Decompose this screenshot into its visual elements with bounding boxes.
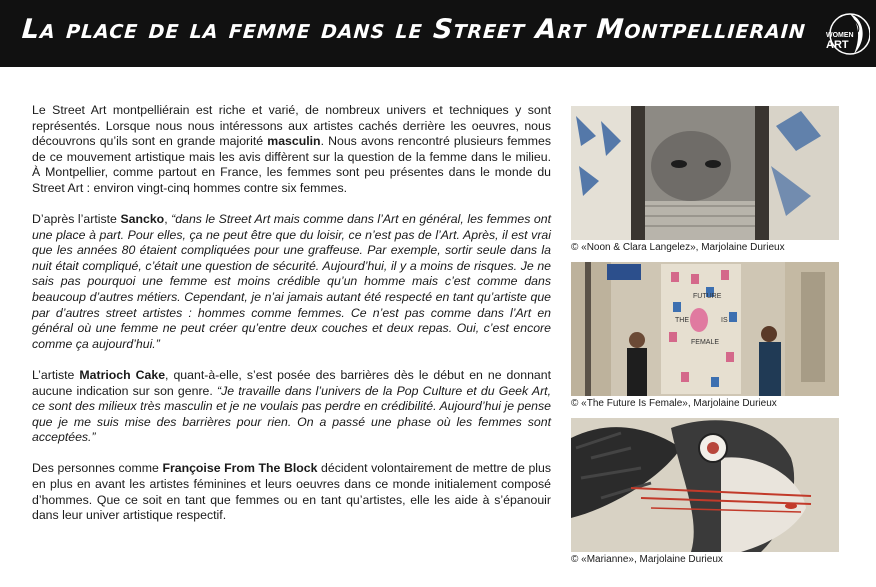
artist-name-sancko: Sancko xyxy=(120,212,165,227)
artist-name-francoise: Françoise From The Block xyxy=(162,461,318,476)
photo-marianne xyxy=(571,418,839,552)
header-banner xyxy=(0,0,876,67)
photo-noon-clara-langelez xyxy=(571,106,839,240)
photo-caption-2: © «The Future Is Female», Marjolaine Durieux xyxy=(571,398,777,409)
paragraph-intro: Le Street Art montpelliérain est riche et varié, de nombreux univers et techniques y sont représentés. Lorsque nous nous intéressons aux artistes cachés derrière les oeuvres, nous découvrons qu’ils sont en grande majorité masculin. Nous avons rencontré plusieurs femmes de ce mouvement artistique mais les avis diffèrent sur la question de la femme dans le milieu. À Montpellier, comme partout en France, les femmes sont peu présentes dans le monde du Street Art : environ vingt-cinq hommes contre six femmes. xyxy=(32,103,551,195)
logo-text: WOMEN ART xyxy=(826,32,854,51)
paragraph-sancko: D’après l’artiste Sancko, “dans le Street Art mais comme dans l’Art en général, les femmes ont une place à part. Pour elles, ça ne peut être que du loisir, ce n’est pas de l’Art. Après, il est vrai que les années 80 étaient compliquées pour une graffeuse. Par exemple, sortir seule dans la nuit était compliqué, c’était une question de sécurité. Aujourd’hui, il y a moins de risques. Je ne sais pas pourquoi une femme est moins crédible qu’un homme mais c’est comme dans beaucoup d’autres métiers. Cependant, je n’ai jamais autant été respecté en tant qu’artiste que par d’autres street artistes : hommes comme femmes. Ce n’est pas comme dans l’Art en général où une femme ne peut créer qu’entre deux couches et deux repas. Oui, c’est encore comme ça aujourd’hui.” xyxy=(32,212,552,351)
photo-caption-3: © «Marianne», Marjolaine Durieux xyxy=(571,554,723,565)
paragraph-francoise: Des personnes comme Françoise From The Block décident volontairement de mettre de plus en plus en avant les artistes féminines et leurs oeuvres dans ce monde initialement composé d’hommes. Que ce soit en tant que femmes ou en tant qu’artistes, elle les aide à s’épanouir dans leur univer artistique respectif. xyxy=(32,461,552,523)
photo-the-future-is-female xyxy=(571,262,839,396)
keyword-masculin: masculin xyxy=(267,134,321,149)
quote-sancko: “dans le Street Art mais comme dans l’Art en général, les femmes ont une place à part. Pour elles, ça ne peut être que du loisir, ce n’est pas de l’Art. Après, il est vrai que les années 80 étaient compliquées pour une graffeuse. Par exemple, sortir seule dans la nuit était compliqué, c’était une question de sécurité. Aujourd’hui, il y a moins de risques. Je ne sais pas pourquoi une femme est moins crédible qu’un homme mais c’est comme dans beaucoup d’autres métiers. Cependant, je n’ai jamais autant été respecté en tant qu’artiste que par d’autres street artistes : hommes comme femmes. Ce n’est pas comme dans l’Art en général où une femme ne peut créer qu’entre deux couches et deux repas. Oui, c’est encore comme ça aujourd’hui.” xyxy=(32,212,552,351)
svg-text:THE: THE xyxy=(675,317,689,324)
article-body xyxy=(32,103,551,539)
quote-matrioch: “Je travaille dans l’univers de la Pop Culture et du Geek Art, ce sont des milieux très masculin et je ne voulais pas perdre en crédibilité. Aujourd’hui je pense que je me suis mise des barrières pour rien. On a passé une phase où les femmes sont acceptées.” xyxy=(32,383,551,445)
artist-name-matrioch-cake: Matrioch Cake xyxy=(79,367,166,382)
svg-text:FEMALE: FEMALE xyxy=(691,339,720,346)
photo-caption-1: © «Noon & Clara Langelez», Marjolaine Durieux xyxy=(571,242,785,253)
svg-text:IS: IS xyxy=(721,317,728,324)
paragraph-matrioch: L’artiste Matrioch Cake, quant-à-elle, s’est posée des barrières dès le début en ne donnant aucune indication sur son genre. “Je travaille dans l’univers de la Pop Culture et du Geek Art, ce sont des milieux très masculin et je ne voulais pas perdre en crédibilité. Aujourd’hui je pense que je me suis mise des barrières pour rien. On a passé une phase où les femmes sont acceptées.” xyxy=(32,367,552,445)
page-title: La place de la femme dans le Street Art Montpellierain xyxy=(20,14,808,45)
sign-text-future: FUTURE xyxy=(693,293,722,300)
